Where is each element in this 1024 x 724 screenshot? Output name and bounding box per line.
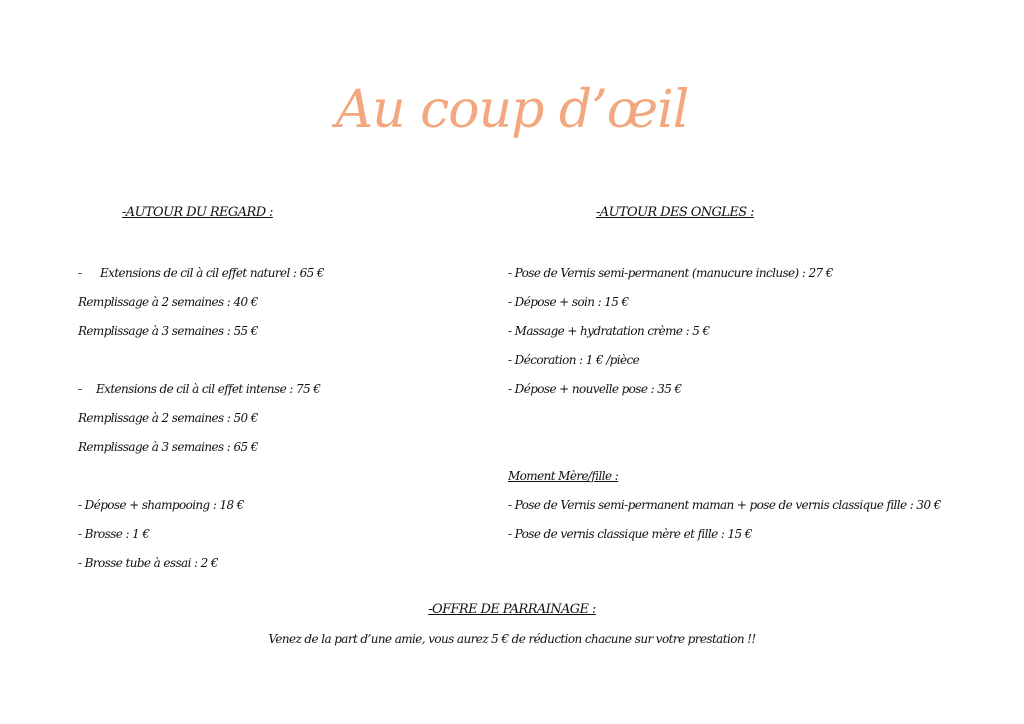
price-line: - Dépose + shampooing : 18 € [78, 498, 244, 512]
eyes-section-heading: -AUTOUR DU REGARD : [122, 205, 273, 220]
price-line: Remplissage à 2 semaines : 40 € [78, 295, 258, 309]
price-line: Remplissage à 2 semaines : 50 € [78, 411, 258, 425]
price-line: - Dépose + nouvelle pose : 35 € [508, 382, 682, 396]
spacer [78, 346, 478, 375]
price-line [78, 259, 478, 288]
spacer [508, 433, 988, 462]
spacer [508, 404, 988, 433]
price-line-text: Extensions de cil à cil effet naturel : 65 € [100, 266, 324, 280]
price-line [78, 375, 478, 404]
price-line: Remplissage à 3 semaines : 55 € [78, 324, 258, 338]
price-line: - Dépose + soin : 15 € [508, 295, 629, 309]
price-line: - Brosse : 1 € [78, 527, 150, 541]
bullet-dash: - [78, 382, 82, 396]
price-line: - Pose de Vernis semi-permanent maman + pose de vernis classique fille : 30 € [508, 498, 941, 512]
bullet-dash: - [78, 266, 82, 280]
nails-section-heading: -AUTOUR DES ONGLES : [596, 205, 754, 220]
price-line: - Pose de Vernis semi-permanent (manucure incluse) : 27 € [508, 266, 833, 280]
spacer [78, 462, 478, 491]
price-line: Remplissage à 3 semaines : 65 € [78, 440, 258, 454]
mother-daughter-heading: Moment Mère/fille : [508, 469, 619, 483]
referral-offer-text: Venez de la part d’une amie, vous aurez 5 € de réduction chacune sur votre prestation !! [268, 632, 756, 646]
page-title: Au coup d’œil [335, 80, 689, 140]
eyes-section [78, 203, 478, 578]
price-line-text: Extensions de cil à cil effet intense : 75 € [96, 382, 321, 396]
spacer [508, 223, 988, 259]
nails-section [508, 203, 988, 549]
referral-offer-heading: -OFFRE DE PARRAINAGE : [428, 602, 596, 617]
spacer [78, 223, 478, 259]
price-line: - Massage + hydratation crème : 5 € [508, 324, 710, 338]
price-line: - Pose de vernis classique mère et fille : 15 € [508, 527, 752, 541]
price-line: - Décoration : 1 € /pièce [508, 353, 640, 367]
price-line: - Brosse tube à essai : 2 € [78, 556, 218, 570]
